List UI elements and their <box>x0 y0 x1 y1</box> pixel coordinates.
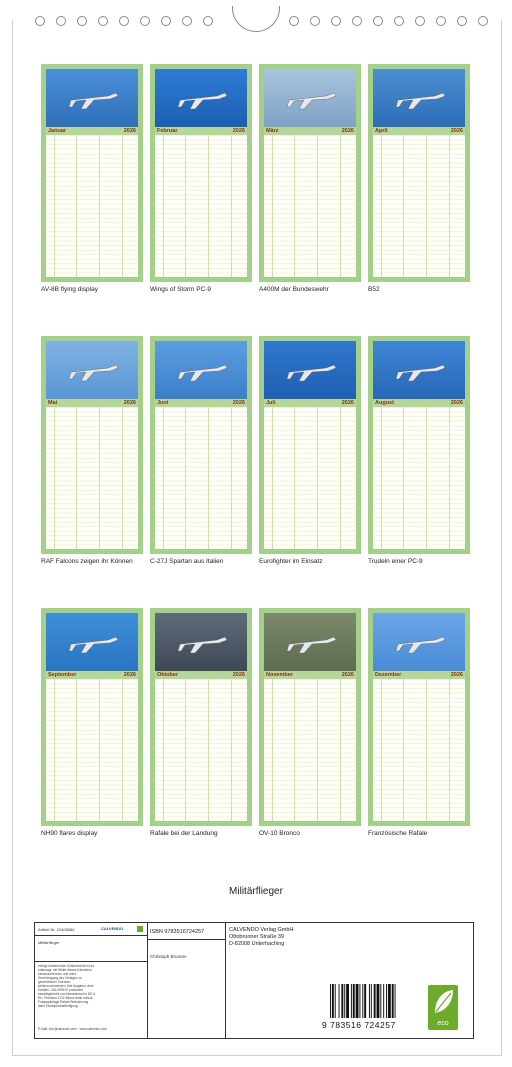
month-photo <box>373 69 465 127</box>
leaf-icon <box>428 985 458 1019</box>
month-name: Januar <box>48 128 67 134</box>
month-name: August <box>375 400 394 406</box>
binding-hole <box>457 16 467 26</box>
month-name: Oktober <box>157 672 179 678</box>
legal-notice: Infolge bestehender Schutzrechte ist es untersagt, die Bilder dieses Kalenders herauszutrennen und ohne Genehmigung des Verlages zu gewerblichen Zwecken weiterzuverwenden. Alle Angaben ohne Gewähr. CALVENDO produziert bedarfsgerecht und klimaneutral in DE & EU. Premium-CO2-Bilanz dank zurück. Fotopapierlage Rafale Reduzierung dank Einzelproduktfertigung. <box>38 964 96 1008</box>
column-divider <box>403 135 404 277</box>
day-rows <box>155 407 247 549</box>
day-rows <box>155 679 247 821</box>
month-name: Juni <box>157 400 169 406</box>
month-table <box>155 399 247 549</box>
month-name: Dezember <box>375 672 402 678</box>
day-rows <box>373 135 465 277</box>
product-info-box <box>34 922 474 1039</box>
month-year: 2026 <box>341 400 354 406</box>
aircraft-photo <box>46 69 138 127</box>
aircraft-photo <box>373 613 465 671</box>
calendar-title: Militärflieger <box>229 886 283 897</box>
month-header <box>373 127 465 135</box>
column-divider <box>163 135 164 277</box>
month-year: 2026 <box>232 128 245 134</box>
month-name: Juli <box>266 400 276 406</box>
month-year: 2026 <box>450 400 463 406</box>
isbn-text: ISBN 9783516724257 <box>150 929 205 935</box>
binding-hole <box>478 16 488 26</box>
month-frame <box>259 64 361 282</box>
column-divider <box>208 135 209 277</box>
month-year: 2026 <box>450 128 463 134</box>
column-divider <box>185 679 186 821</box>
column-divider <box>122 679 123 821</box>
aircraft-photo <box>46 613 138 671</box>
month-photo <box>155 341 247 399</box>
month-frame <box>259 336 361 554</box>
month-year: 2026 <box>232 672 245 678</box>
month-header <box>155 127 247 135</box>
month-header <box>46 671 138 679</box>
column-divider <box>76 679 77 821</box>
column-divider <box>99 135 100 277</box>
day-rows <box>46 407 138 549</box>
month-photo <box>264 341 356 399</box>
day-rows <box>264 407 356 549</box>
month-year: 2026 <box>123 672 136 678</box>
column-divider <box>54 679 55 821</box>
binding-hole <box>35 16 45 26</box>
month-photo <box>46 613 138 671</box>
column-divider <box>381 407 382 549</box>
photo-caption: OV-10 Bronco <box>259 830 300 837</box>
column-divider <box>403 679 404 821</box>
photo-caption: C-27J Spartan aus Italien <box>150 558 224 565</box>
column-divider <box>426 679 427 821</box>
month-name: März <box>266 128 279 134</box>
day-rows <box>155 135 247 277</box>
column-divider <box>426 135 427 277</box>
photo-caption: Rafale bei der Landung <box>150 830 218 837</box>
column-divider <box>294 135 295 277</box>
column-divider <box>54 135 55 277</box>
column-divider <box>381 135 382 277</box>
photo-caption: Eurofighter im Einsatz <box>259 558 323 565</box>
aircraft-photo <box>155 613 247 671</box>
column-divider <box>403 407 404 549</box>
day-rows <box>46 135 138 277</box>
photo-caption: A400M der Bundeswehr <box>259 286 329 293</box>
month-frame <box>259 608 361 826</box>
photo-caption: B52 <box>368 286 380 293</box>
month-photo <box>264 69 356 127</box>
contact-info: E-Mail: info@calvendo.com · www.calvendo.com <box>38 1027 107 1031</box>
binding-hole <box>415 16 425 26</box>
column-divider <box>163 407 164 549</box>
month-name: Mai <box>48 400 58 406</box>
column-divider <box>272 679 273 821</box>
column-divider <box>272 135 273 277</box>
eco-badge <box>428 985 458 1030</box>
publisher-name: CALVENDO Verlag GmbH <box>229 927 294 933</box>
month-table <box>373 399 465 549</box>
column-divider <box>163 679 164 821</box>
column-divider <box>231 679 232 821</box>
month-header <box>264 671 356 679</box>
binding-hole <box>203 16 213 26</box>
month-photo <box>46 69 138 127</box>
divider <box>147 939 225 940</box>
binding-hole <box>140 16 150 26</box>
month-photo <box>373 341 465 399</box>
month-header <box>155 399 247 407</box>
month-year: 2026 <box>450 672 463 678</box>
month-table <box>264 127 356 277</box>
month-photo <box>155 69 247 127</box>
month-header <box>264 399 356 407</box>
day-rows <box>373 407 465 549</box>
month-year: 2026 <box>341 672 354 678</box>
column-divider <box>54 407 55 549</box>
column-divider <box>449 679 450 821</box>
month-header <box>373 399 465 407</box>
photo-caption: Wings of Storm PC-9 <box>150 286 212 293</box>
month-table <box>46 127 138 277</box>
column-divider <box>317 135 318 277</box>
binding-hole <box>310 16 320 26</box>
aircraft-photo <box>264 341 356 399</box>
brand-logo-mark <box>137 926 143 932</box>
binding-hole <box>98 16 108 26</box>
column-divider <box>185 407 186 549</box>
column-divider <box>76 407 77 549</box>
binding-hole <box>119 16 129 26</box>
aircraft-photo <box>155 69 247 127</box>
day-rows <box>373 679 465 821</box>
binding-hole <box>289 16 299 26</box>
column-divider <box>449 135 450 277</box>
month-header <box>373 671 465 679</box>
month-frame <box>41 608 143 826</box>
publisher-city: D-82008 Unterhaching <box>229 941 285 947</box>
month-name: September <box>48 672 77 678</box>
month-frame <box>150 608 252 826</box>
aircraft-photo <box>373 341 465 399</box>
author-name: Christoph Brunner <box>150 954 187 959</box>
isbn-barcode <box>330 984 422 1018</box>
month-photo <box>155 613 247 671</box>
binding-hole <box>161 16 171 26</box>
aircraft-photo <box>46 341 138 399</box>
column-divider <box>99 407 100 549</box>
eco-label: eco <box>437 1020 449 1027</box>
day-rows <box>264 135 356 277</box>
photo-caption: AV-8B flying display <box>41 286 98 293</box>
column-divider <box>381 679 382 821</box>
aircraft-photo <box>373 69 465 127</box>
binding-hole <box>77 16 87 26</box>
month-header <box>46 399 138 407</box>
info-left-column <box>35 923 148 1038</box>
column-divider <box>231 407 232 549</box>
month-frame <box>41 64 143 282</box>
month-photo <box>373 613 465 671</box>
binding-hole <box>331 16 341 26</box>
day-rows <box>46 679 138 821</box>
publisher-street: Ottobrunner Straße 39 <box>229 934 285 940</box>
column-divider <box>76 135 77 277</box>
binding-hole <box>394 16 404 26</box>
month-table <box>46 671 138 821</box>
photo-caption: NH90 flares display <box>41 830 98 837</box>
binding-hole <box>373 16 383 26</box>
month-table <box>373 671 465 821</box>
info-middle-column <box>147 923 226 1038</box>
month-table <box>46 399 138 549</box>
column-divider <box>294 679 295 821</box>
article-number: Artikel-Nr. 22408086 <box>38 927 75 932</box>
month-header <box>264 127 356 135</box>
photo-caption: RAF Falcons zeigen ihr Können <box>41 558 133 565</box>
column-divider <box>231 135 232 277</box>
info-subtitle: Militärflieger <box>38 940 60 945</box>
column-divider <box>272 407 273 549</box>
binding-hole <box>352 16 362 26</box>
column-divider <box>449 407 450 549</box>
divider <box>35 961 147 962</box>
month-table <box>155 127 247 277</box>
month-frame <box>41 336 143 554</box>
month-frame <box>150 336 252 554</box>
aircraft-photo <box>264 613 356 671</box>
aircraft-photo <box>264 69 356 127</box>
hanging-hook <box>232 6 280 32</box>
binding-hole <box>56 16 66 26</box>
divider <box>35 935 147 936</box>
month-table <box>264 671 356 821</box>
month-header <box>46 127 138 135</box>
month-year: 2026 <box>123 128 136 134</box>
column-divider <box>426 407 427 549</box>
brand-logo: CALVENDO <box>101 926 124 931</box>
column-divider <box>340 679 341 821</box>
binding-hole <box>182 16 192 26</box>
column-divider <box>185 135 186 277</box>
photo-caption: Trudeln einer PC-9 <box>368 558 423 565</box>
photo-caption: Französische Rafale <box>368 830 428 837</box>
day-rows <box>264 679 356 821</box>
month-year: 2026 <box>123 400 136 406</box>
month-header <box>155 671 247 679</box>
month-table <box>373 127 465 277</box>
month-year: 2026 <box>341 128 354 134</box>
column-divider <box>294 407 295 549</box>
column-divider <box>208 407 209 549</box>
column-divider <box>122 135 123 277</box>
column-divider <box>208 679 209 821</box>
month-photo <box>264 613 356 671</box>
binding-holes <box>0 0 512 36</box>
column-divider <box>122 407 123 549</box>
month-name: April <box>375 128 388 134</box>
month-frame <box>368 608 470 826</box>
aircraft-photo <box>155 341 247 399</box>
month-photo <box>46 341 138 399</box>
column-divider <box>340 407 341 549</box>
column-divider <box>317 679 318 821</box>
month-frame <box>150 64 252 282</box>
month-year: 2026 <box>232 400 245 406</box>
month-name: Februar <box>157 128 178 134</box>
month-frame <box>368 336 470 554</box>
month-name: November <box>266 672 293 678</box>
column-divider <box>317 407 318 549</box>
month-frame <box>368 64 470 282</box>
column-divider <box>99 679 100 821</box>
barcode-digits: 9 783516 724257 <box>322 1020 396 1030</box>
column-divider <box>340 135 341 277</box>
month-table <box>155 671 247 821</box>
month-table <box>264 399 356 549</box>
binding-hole <box>436 16 446 26</box>
